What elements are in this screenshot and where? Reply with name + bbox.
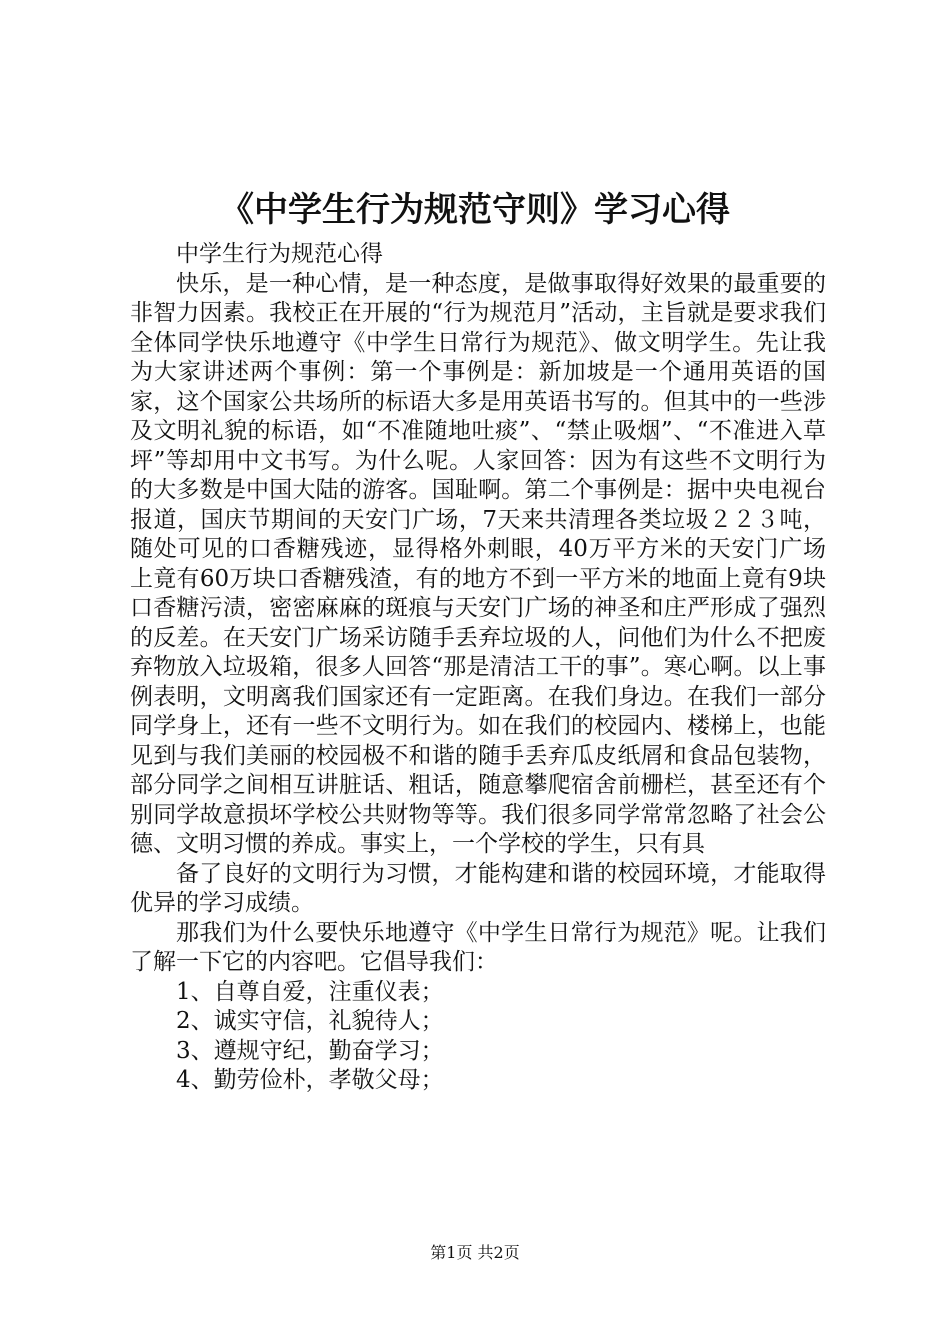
page-number-footer: 第1页 共2页 <box>430 1243 520 1262</box>
document-subtitle: 中学生行为规范心得 <box>176 241 383 267</box>
list-item: 2、诚实守信，礼貌待人； <box>176 1008 444 1034</box>
list-item: 4、勤劳俭朴，孝敬父母； <box>176 1067 444 1093</box>
paragraph: 那我们为什么要快乐地遵守《中学生日常行为规范》呢。让我们了解一下它的内容吧。它倡导我们： <box>130 919 826 975</box>
document-title: 《中学生行为规范守则》学习心得 <box>220 190 730 230</box>
paragraph: 快乐，是一种心情，是一种态度，是做事取得好效果的最重要的非智力因素。我校正在开展的“行为规范月”活动，主旨就是要求我们全体同学快乐地遵守《中学生日常行为规范》、做文明学生。先让我为大家讲述两个事例：第一个事例是：新加坡是一个通用英语的国家，这个国家公共场所的标语大多是用英语书写的。但其中的一些涉及文明礼貌的标语，如“不准随地吐痰”、“禁止吸烟”、“不准进入草坪”等却用中文书写。为什么呢。人家回答：因为有这些不文明行为的大多数是中国大陆的游客。国耻啊。第二个事例是：据中央电视台报道，国庆节期间的天安门广场，7天来共清理各类垃圾２２３吨，随处可见的口香糖残迹，显得格外刺眼，40万平方米的天安门广场上竟有60万块口香糖残渣，有的地方不到一平方米的地面上竟有9块口香糖污渍，密密麻麻的斑痕与天安门广场的神圣和庄严形成了强烈的反差。在天安门广场采访随手丢弃垃圾的人，问他们为什么不把废弃物放入垃圾箱，很多人回答“那是清洁工干的事”。寒心啊。以上事例表明，文明离我们国家还有一定距离。在我们身边。在我们一部分同学身上，还有一些不文明行为。如在我们的校园内、楼梯上，也能见到与我们美丽的校园极不和谐的随手丢弃瓜皮纸屑和食品包装物，部分同学之间相互讲脏话、粗话，随意攀爬宿舍前栅栏，甚至还有个别同学故意损坏学校公共财物等等。我们很多同学常常忽略了社会公德、文明习惯的养成。事实上，一个学校的学生，只有具 <box>130 270 826 857</box>
list-item: 1、自尊自爱，注重仪表； <box>176 978 444 1005</box>
list-item: 3、遵规守纪，勤奋学习； <box>176 1037 444 1064</box>
document-body <box>130 240 826 1096</box>
paragraph: 备了良好的文明行为习惯，才能构建和谐的校园环境，才能取得优异的学习成绩。 <box>130 860 826 916</box>
